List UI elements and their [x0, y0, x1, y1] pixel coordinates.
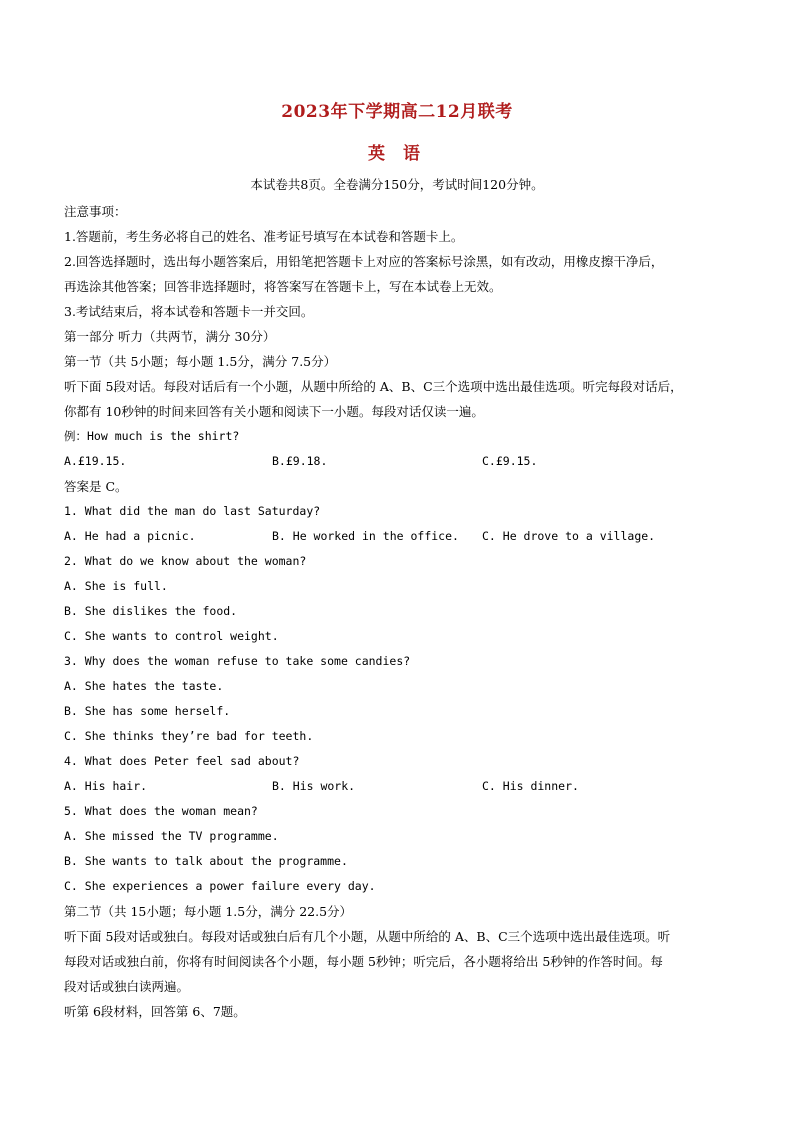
- question-4-option-a: A. His hair.: [64, 779, 148, 793]
- question-3-stem: 3. Why does the woman refuse to take some candies?: [64, 654, 411, 668]
- exam-title: 2023年下学期高二12月联考: [281, 102, 513, 122]
- section1-instruction-line-2: 你都有 10秒钟的时间来回答有关小题和阅读下一小题。每段对话仅读一遍。: [64, 404, 484, 419]
- notes-heading: 注意事项：: [64, 204, 127, 219]
- note-3: 3.考试结束后，将本试卷和答题卡一并交回。: [64, 304, 314, 319]
- question-1-option-b: B. He worked in the office.: [272, 529, 459, 543]
- question-1-option-a: A. He had a picnic.: [64, 529, 196, 543]
- question-4-options: [64, 774, 736, 799]
- question-5-option-b: B. She wants to talk about the programme.: [64, 854, 348, 868]
- part1-heading: 第一部分 听力（共两节，满分 30分）: [64, 329, 276, 344]
- question-5-stem: 5. What does the woman mean?: [64, 804, 258, 818]
- question-4-option-c: C. His dinner.: [482, 779, 579, 793]
- section1-instruction-line-1: 听下面 5段对话。每段对话后有一个小题，从题中所给的 A、B、C三个选项中选出最佳选项。听完每段对话后，: [64, 379, 683, 394]
- exam-intro: 本试卷共8页。全卷满分150分，考试时间120分钟。: [250, 177, 544, 192]
- section1-heading: 第一节（共 5小题；每小题 1.5分，满分 7.5分）: [64, 354, 337, 369]
- section2-heading: 第二节（共 15小题；每小题 1.5分，满分 22.5分）: [64, 904, 353, 919]
- example-option-a: A.£19.15.: [64, 454, 127, 468]
- question-2-option-a: A. She is full.: [64, 579, 168, 593]
- example-option-b: B.£9.18.: [272, 454, 328, 468]
- note-2-line-1: 2.回答选择题时，选出每小题答案后，用铅笔把答题卡上对应的答案标号涂黑，如有改动，用橡皮擦干净后，: [64, 254, 664, 269]
- section2-instruction-line-3: 段对话或独白读两遍。: [64, 979, 190, 994]
- exam-body: [64, 199, 736, 1024]
- question-1-stem: 1. What did the man do last Saturday?: [64, 504, 321, 518]
- question-2-option-c: C. She wants to control weight.: [64, 629, 279, 643]
- section2-instruction-line-1: 听下面 5段对话或独白。每段对话或独白后有几个小题，从题中所给的 A、B、C三个选项中选出最佳选项。听: [64, 929, 671, 944]
- section2-instruction-line-2: 每段对话或独白前，你将有时间阅读各个小题，每小题 5秒钟；听完后，各小题将给出 5秒钟的作答时间。每: [64, 954, 663, 969]
- question-2-stem: 2. What do we know about the woman?: [64, 554, 307, 568]
- question-5-option-c: C. She experiences a power failure every day.: [64, 879, 376, 893]
- material-6-instruction: 听第 6段材料，回答第 6、7题。: [64, 1004, 246, 1019]
- note-2-line-2: 再选涂其他答案；回答非选择题时，将答案写在答题卡上，写在本试卷上无效。: [64, 279, 502, 294]
- subject-title: 英 语: [368, 144, 426, 164]
- example-option-c: C.£9.15.: [482, 454, 538, 468]
- example-answer: 答案是 C。: [64, 479, 128, 494]
- question-2-option-b: B. She dislikes the food.: [64, 604, 238, 618]
- note-1: 1.答题前，考生务必将自己的姓名、准考证号填写在本试卷和答题卡上。: [64, 229, 464, 244]
- question-1-options: [64, 524, 736, 549]
- question-1-option-c: C. He drove to a village.: [482, 529, 656, 543]
- question-3-option-c: C. She thinks they’re bad for teeth.: [64, 729, 314, 743]
- question-4-option-b: B. His work.: [272, 779, 356, 793]
- question-5-option-a: A. She missed the TV programme.: [64, 829, 279, 843]
- example-options: [64, 449, 736, 474]
- question-3-option-a: A. She hates the taste.: [64, 679, 224, 693]
- question-3-option-b: B. She has some herself.: [64, 704, 231, 718]
- example-question: 例：How much is the shirt?: [64, 429, 240, 443]
- question-4-stem: 4. What does Peter feel sad about?: [64, 754, 300, 768]
